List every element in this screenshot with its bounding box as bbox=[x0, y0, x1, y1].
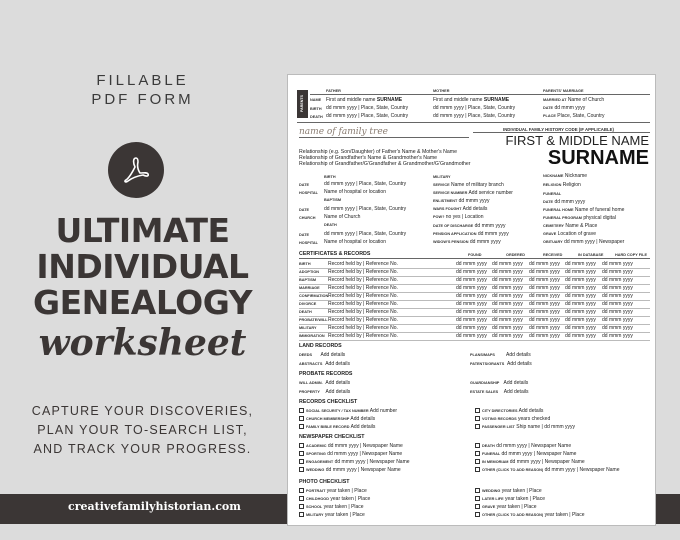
photo-right-row[interactable] bbox=[475, 504, 537, 510]
cert-date-field[interactable]: dd mmm yyyy bbox=[529, 301, 560, 307]
newspaper-left-row[interactable] bbox=[299, 467, 401, 473]
cert-row-label: IMMIGRATION bbox=[299, 334, 325, 338]
label: HOSPITAL bbox=[299, 241, 318, 245]
cert-row-label: MARRIAGE bbox=[299, 286, 320, 290]
cert-date-field[interactable]: dd mmm yyyy bbox=[492, 269, 523, 275]
cert-record-field[interactable]: Record held by | Reference No. bbox=[328, 293, 398, 299]
newspaper-left-row[interactable] bbox=[299, 443, 403, 449]
checklist-value[interactable]: dd mmm yyyy | Newspaper Name bbox=[327, 443, 403, 449]
worksheet-preview bbox=[287, 74, 656, 526]
ssn-row[interactable]: SOCIAL SECURITY / TAX NUMBER Add number bbox=[299, 408, 397, 414]
cert-row-label: ADOPTION bbox=[299, 270, 320, 274]
first-middle-name[interactable]: FIRST & MIDDLE NAME bbox=[505, 133, 649, 148]
cert-date-field[interactable]: dd mmm yyyy bbox=[529, 317, 560, 323]
cert-date-field[interactable]: dd mmm yyyy bbox=[529, 277, 560, 283]
checklist-label: ACADEMIC bbox=[306, 444, 327, 448]
checklist-value[interactable]: dd mmm yyyy | Newspaper Name bbox=[325, 467, 401, 473]
checklist-value[interactable]: year taken | Place bbox=[326, 488, 367, 494]
obituary-row[interactable]: OBITUARY dd mmm yyyy | Newspaper bbox=[543, 239, 625, 245]
father-name-field[interactable]: First and middle name SURNAME bbox=[326, 97, 403, 103]
col-in-database: IN DATABASE bbox=[578, 253, 604, 257]
funeral-program-row[interactable]: FUNERAL PROGRAM physical digital bbox=[543, 215, 616, 221]
checklist-label: OTHER (CLICK TO ADD REASON) bbox=[482, 513, 544, 517]
cert-date-field[interactable]: dd mmm yyyy bbox=[492, 333, 523, 339]
cert-date-field[interactable]: dd mmm yyyy bbox=[565, 301, 596, 307]
funeral-home-row[interactable]: FUNERAL HOME Name of funeral home bbox=[543, 207, 625, 213]
col-ordered: ORDERED bbox=[506, 253, 525, 257]
married-at-row[interactable]: MARRIED AT Name of Church bbox=[543, 97, 605, 103]
cert-date-field[interactable]: dd mmm yyyy bbox=[456, 285, 487, 291]
cert-date-field[interactable]: dd mmm yyyy bbox=[565, 269, 596, 275]
cert-date-field[interactable]: dd mmm yyyy bbox=[529, 325, 560, 331]
discharge-row[interactable]: DATE OF DISCHARGE dd mmm yyyy bbox=[433, 223, 506, 229]
promo-panel bbox=[0, 0, 285, 540]
cert-date-field[interactable]: dd mmm yyyy bbox=[492, 285, 523, 291]
photo-right-row[interactable] bbox=[475, 496, 545, 502]
cert-date-field[interactable]: dd mmm yyyy bbox=[529, 261, 560, 267]
label: DATE bbox=[299, 183, 310, 187]
cert-date-field[interactable]: dd mmm yyyy bbox=[456, 309, 487, 315]
birth-hospital-field[interactable]: Name of hospital or location bbox=[324, 189, 386, 195]
cert-date-field[interactable]: dd mmm yyyy bbox=[565, 309, 596, 315]
label: DATE bbox=[299, 208, 310, 212]
checklist-label: ENGAGEMENT bbox=[306, 460, 334, 464]
cert-record-field[interactable]: Record held by | Reference No. bbox=[328, 301, 398, 307]
cert-date-field[interactable]: dd mmm yyyy bbox=[529, 293, 560, 299]
certificates-heading: CERTIFICATES & RECORDS bbox=[299, 251, 371, 257]
promo-pdf-form: PDF FORM bbox=[91, 91, 194, 108]
promo-tagline-1: CAPTURE YOUR DISCOVERIES, bbox=[31, 404, 254, 418]
cert-date-field[interactable]: dd mmm yyyy bbox=[602, 285, 633, 291]
father-death-field[interactable]: dd mmm yyyy | Place, State, Country bbox=[326, 113, 409, 119]
baptism-church-field[interactable]: Name of Church bbox=[324, 214, 361, 220]
abstracts-row[interactable]: ABSTRACTS Add details bbox=[299, 361, 350, 367]
cert-row-label: BAPTISM bbox=[299, 278, 317, 282]
checklist-value[interactable]: dd mmm yyyy | Newspaper Name bbox=[544, 467, 620, 473]
cert-date-field[interactable]: dd mmm yyyy bbox=[529, 285, 560, 291]
cert-date-field[interactable]: dd mmm yyyy bbox=[492, 309, 523, 315]
photo-left-row[interactable] bbox=[299, 504, 364, 510]
newspaper-right-row[interactable] bbox=[475, 467, 620, 473]
cert-date-field[interactable]: dd mmm yyyy bbox=[602, 269, 633, 275]
cert-date-field[interactable]: dd mmm yyyy bbox=[456, 261, 487, 267]
cert-date-field[interactable]: dd mmm yyyy bbox=[565, 325, 596, 331]
checklist-label: WEDDING bbox=[306, 468, 325, 472]
checklist-label: OTHER (CLICK TO ADD REASON) bbox=[482, 468, 544, 472]
will-admin-row[interactable]: WILL ADMIN. Add details bbox=[299, 380, 351, 386]
label: NAME bbox=[310, 98, 322, 102]
patents-grants-row[interactable]: PATENTS/GRANTS Add details bbox=[470, 361, 532, 367]
city-directories-row[interactable]: CITY DIRECTORIES Add details bbox=[475, 408, 543, 414]
cert-date-field[interactable]: dd mmm yyyy bbox=[456, 277, 487, 283]
probate-heading: PROBATE RECORDS bbox=[299, 371, 353, 377]
col-received: RECEIVED bbox=[543, 253, 563, 257]
col-found: FOUND bbox=[468, 253, 482, 257]
relationship-3[interactable]: Relationship of Grandfather/G'Grandfather & Grandmother/G'Grandmother bbox=[299, 161, 471, 167]
grave-row[interactable]: GRAVE Location of grave bbox=[543, 231, 596, 237]
cert-date-field[interactable]: dd mmm yyyy bbox=[492, 293, 523, 299]
newspaper-right-row[interactable] bbox=[475, 459, 585, 465]
father-birth-field[interactable]: dd mmm yyyy | Place, State, Country bbox=[326, 105, 409, 111]
checklist-label: LATER LIFE bbox=[482, 497, 504, 501]
cert-date-field[interactable]: dd mmm yyyy bbox=[456, 301, 487, 307]
cert-date-field[interactable]: dd mmm yyyy bbox=[492, 261, 523, 267]
cert-row-label: PROBATE/WILL bbox=[299, 318, 328, 322]
land-records-heading: LAND RECORDS bbox=[299, 343, 342, 349]
checklist-label: SPORTING bbox=[306, 452, 326, 456]
photo-right-row[interactable] bbox=[475, 488, 542, 494]
cert-record-field[interactable]: Record held by | Reference No. bbox=[328, 261, 398, 267]
checklist-value[interactable]: year taken | Place bbox=[324, 512, 365, 518]
service-row[interactable]: SERVICE Name of military branch bbox=[433, 182, 504, 188]
checklist-label: MILITARY bbox=[306, 513, 324, 517]
newspaper-left-row[interactable] bbox=[299, 451, 402, 457]
label: DATE bbox=[299, 233, 310, 237]
marriage-date-row[interactable]: DATE dd mmm yyyy bbox=[543, 105, 586, 111]
cert-record-field[interactable]: Record held by | Reference No. bbox=[328, 317, 398, 323]
cert-date-field[interactable]: dd mmm yyyy bbox=[565, 293, 596, 299]
checklist-label: GRAVE bbox=[482, 505, 496, 509]
checklist-value[interactable]: year taken | Place bbox=[323, 504, 364, 510]
cert-date-field[interactable]: dd mmm yyyy bbox=[602, 277, 633, 283]
cert-date-field[interactable]: dd mmm yyyy bbox=[602, 301, 633, 307]
cert-date-field[interactable]: dd mmm yyyy bbox=[456, 325, 487, 331]
marriage-heading: PARENTS' MARRIAGE bbox=[543, 89, 584, 93]
cert-record-field[interactable]: Record held by | Reference No. bbox=[328, 325, 398, 331]
checklist-value[interactable]: year taken | Place bbox=[330, 496, 371, 502]
checklist-value[interactable]: dd mmm yyyy | Newspaper Name bbox=[501, 451, 577, 457]
birth-heading: BIRTH bbox=[324, 175, 336, 179]
church-membership-row[interactable]: CHURCH MEMBERSHIP Add details bbox=[299, 416, 375, 422]
cert-date-field[interactable]: dd mmm yyyy bbox=[602, 333, 633, 339]
records-checklist-heading: RECORDS CHECKLIST bbox=[299, 399, 358, 405]
checklist-value[interactable]: dd mmm yyyy | Newspaper Name bbox=[327, 451, 403, 457]
family-tree-name[interactable]: name of family tree bbox=[299, 127, 388, 137]
cert-record-field[interactable]: Record held by | Reference No. bbox=[328, 285, 398, 291]
cert-date-field[interactable]: dd mmm yyyy bbox=[456, 293, 487, 299]
mother-birth-field[interactable]: dd mmm yyyy | Place, State, Country bbox=[433, 105, 516, 111]
cert-date-field[interactable]: dd mmm yyyy bbox=[565, 333, 596, 339]
checklist-value[interactable]: dd mmm yyyy | Newspaper Name bbox=[509, 459, 585, 465]
father-heading: FATHER bbox=[326, 89, 341, 93]
funeral-date-row[interactable]: DATE dd mmm yyyy bbox=[543, 199, 586, 205]
checklist-label: FUNERAL bbox=[482, 452, 501, 456]
newspaper-checklist-heading: NEWSPAPER CHECKLIST bbox=[299, 434, 365, 440]
promo-title-genealogy: GENEALOGY bbox=[33, 283, 252, 322]
cert-date-field[interactable]: dd mmm yyyy bbox=[565, 277, 596, 283]
pow-row[interactable]: POW? no yes | Location bbox=[433, 214, 484, 220]
label: HOSPITAL bbox=[299, 191, 318, 195]
mother-name-field[interactable]: First and middle name SURNAME bbox=[433, 97, 510, 103]
photo-left-row[interactable] bbox=[299, 488, 367, 494]
cert-record-field[interactable]: Record held by | Reference No. bbox=[328, 277, 398, 283]
widow-pension-row[interactable]: WIDOW'S PENSION dd mmm yyyy bbox=[433, 239, 501, 245]
cert-row-label: MILITARY bbox=[299, 326, 317, 330]
cert-date-field[interactable]: dd mmm yyyy bbox=[602, 317, 633, 323]
funeral-heading: FUNERAL bbox=[543, 192, 562, 196]
newspaper-right-row[interactable] bbox=[475, 451, 576, 457]
property-row[interactable]: PROPERTY Add details bbox=[299, 389, 351, 395]
cert-date-field[interactable]: dd mmm yyyy bbox=[602, 309, 633, 315]
nickname-row[interactable]: NICKNAME Nickname bbox=[543, 173, 588, 179]
promo-title-ultimate: ULTIMATE bbox=[55, 211, 230, 250]
checklist-value[interactable]: year taken | Place bbox=[496, 504, 537, 510]
checklist-value[interactable]: dd mmm yyyy | Newspaper Name bbox=[496, 443, 572, 449]
surname[interactable]: SURNAME bbox=[547, 147, 649, 169]
photo-checklist-heading: PHOTO CHECKLIST bbox=[299, 479, 350, 485]
checklist-value[interactable]: year taken | Place bbox=[505, 496, 545, 502]
cert-record-field[interactable]: Record held by | Reference No. bbox=[328, 333, 398, 339]
newspaper-left-row[interactable] bbox=[299, 459, 410, 465]
death-date-field[interactable]: dd mmm yyyy | Place, State, Country bbox=[324, 231, 407, 237]
baptism-date-field[interactable]: dd mmm yyyy | Place, State, Country bbox=[324, 206, 407, 212]
cert-row-label: DIVORCE bbox=[299, 302, 317, 306]
promo-tagline-3: AND TRACK YOUR PROGRESS. bbox=[33, 442, 252, 456]
marriage-place-row[interactable]: PLACE Place, State, Country bbox=[543, 113, 605, 119]
estate-sales-row[interactable]: ESTATE SALES Add details bbox=[470, 389, 529, 395]
checklist-label: DEATH bbox=[482, 444, 495, 448]
cert-date-field[interactable]: dd mmm yyyy bbox=[565, 285, 596, 291]
cert-date-field[interactable]: dd mmm yyyy bbox=[492, 277, 523, 283]
cert-date-field[interactable]: dd mmm yyyy bbox=[565, 317, 596, 323]
relationship-2[interactable]: Relationship of Grandfather's Name & Grandmother's Name bbox=[299, 155, 438, 161]
cert-date-field[interactable]: dd mmm yyyy bbox=[602, 293, 633, 299]
pdf-logo-icon bbox=[108, 142, 164, 198]
photo-left-row[interactable] bbox=[299, 496, 370, 502]
photo-right-row[interactable] bbox=[475, 512, 585, 518]
cert-date-field[interactable]: dd mmm yyyy bbox=[529, 269, 560, 275]
checklist-label: WEDDING bbox=[482, 489, 501, 493]
cemetery-row[interactable]: CEMETERY Name & Place bbox=[543, 223, 598, 229]
relationship-1[interactable]: Relationship (e.g. Son/Daughter) of Father's Name & Mother's Name bbox=[299, 149, 457, 155]
guardianship-row[interactable]: GUARDIANSHIP Add details bbox=[470, 380, 529, 386]
cert-row-label: BIRTH bbox=[299, 262, 311, 266]
cert-date-field[interactable]: dd mmm yyyy bbox=[529, 309, 560, 315]
website-link[interactable]: creativefamilyhistorian.com bbox=[68, 500, 241, 513]
plans-maps-row[interactable]: PLANS/MAPS Add details bbox=[470, 352, 531, 358]
promo-title-individual: INDIVIDUAL bbox=[36, 247, 249, 286]
promo-title-worksheet: worksheet bbox=[38, 322, 247, 364]
cert-record-field[interactable]: Record held by | Reference No. bbox=[328, 269, 398, 275]
checklist-label: IN MEMORIAM bbox=[482, 460, 509, 464]
checklist-label: PORTRAIT bbox=[306, 489, 326, 493]
death-hospital-field[interactable]: Name of hospital or location bbox=[324, 239, 386, 245]
checklist-label: SCHOOL bbox=[306, 505, 323, 509]
checklist-value[interactable]: year taken | Place bbox=[544, 512, 585, 518]
birth-date-field[interactable]: dd mmm yyyy | Place, State, Country bbox=[324, 181, 407, 187]
cert-date-field[interactable]: dd mmm yyyy bbox=[602, 261, 633, 267]
checklist-value[interactable]: dd mmm yyyy | Newspaper Name bbox=[334, 459, 410, 465]
mother-heading: MOTHER bbox=[433, 89, 450, 93]
promo-tagline-2: PLAN YOUR TO-SEARCH LIST, bbox=[37, 423, 248, 437]
family-bible-row[interactable]: FAMILY BIBLE RECORD Add details bbox=[299, 424, 375, 430]
checklist-label: CHILDHOOD bbox=[306, 497, 329, 501]
cert-date-field[interactable]: dd mmm yyyy bbox=[456, 333, 487, 339]
cert-date-field[interactable]: dd mmm yyyy bbox=[492, 317, 523, 323]
baptism-heading: BAPTISM bbox=[324, 198, 342, 202]
checklist-value[interactable]: year taken | Place bbox=[501, 488, 542, 494]
label: DEATH bbox=[310, 115, 323, 119]
photo-left-row[interactable] bbox=[299, 512, 365, 518]
cert-date-field[interactable]: dd mmm yyyy bbox=[492, 301, 523, 307]
deeds-row[interactable]: DEEDS Add details bbox=[299, 352, 346, 358]
cert-record-field[interactable]: Record held by | Reference No. bbox=[328, 309, 398, 315]
religion-row[interactable]: RELIGION Religion bbox=[543, 182, 581, 188]
promo-fillable: FILLABLE bbox=[96, 72, 189, 89]
parents-tab: PARENTS bbox=[297, 90, 308, 118]
cert-row-label: DEATH bbox=[299, 310, 312, 314]
label: BIRTH bbox=[310, 107, 322, 111]
pension-row[interactable]: PENSION APPLICATION dd mmm yyyy bbox=[433, 231, 509, 237]
cert-row-label: CONFIRMATION bbox=[299, 294, 329, 298]
wars-fought-row[interactable]: WARS FOUGHT Add details bbox=[433, 206, 488, 212]
cert-date-field[interactable]: dd mmm yyyy bbox=[456, 269, 487, 275]
cert-date-field[interactable]: dd mmm yyyy bbox=[492, 325, 523, 331]
military-heading: MILITARY bbox=[433, 175, 451, 179]
service-number-row[interactable]: SERVICE NUMBER Add service number bbox=[433, 190, 513, 196]
col-hard-copy: HARD COPY FILE bbox=[615, 253, 647, 257]
cert-date-field[interactable]: dd mmm yyyy bbox=[529, 333, 560, 339]
cert-date-field[interactable]: dd mmm yyyy bbox=[602, 325, 633, 331]
enlistment-row[interactable]: ENLISTMENT dd mmm yyyy bbox=[433, 198, 490, 204]
cert-date-field[interactable]: dd mmm yyyy bbox=[456, 317, 487, 323]
family-code-heading: INDIVIDUAL FAMILY HISTORY CODE (IF APPLICABLE) bbox=[503, 127, 614, 132]
passenger-list-row[interactable]: PASSENGER LIST Ship name | dd mmm yyyy bbox=[475, 424, 575, 430]
newspaper-right-row[interactable] bbox=[475, 443, 571, 449]
label: CHURCH bbox=[299, 216, 316, 220]
voting-records-row[interactable]: VOTING RECORDS years checked bbox=[475, 416, 550, 422]
cert-date-field[interactable]: dd mmm yyyy bbox=[565, 261, 596, 267]
death-heading: DEATH bbox=[324, 223, 337, 227]
mother-death-field[interactable]: dd mmm yyyy | Place, State, Country bbox=[433, 113, 516, 119]
